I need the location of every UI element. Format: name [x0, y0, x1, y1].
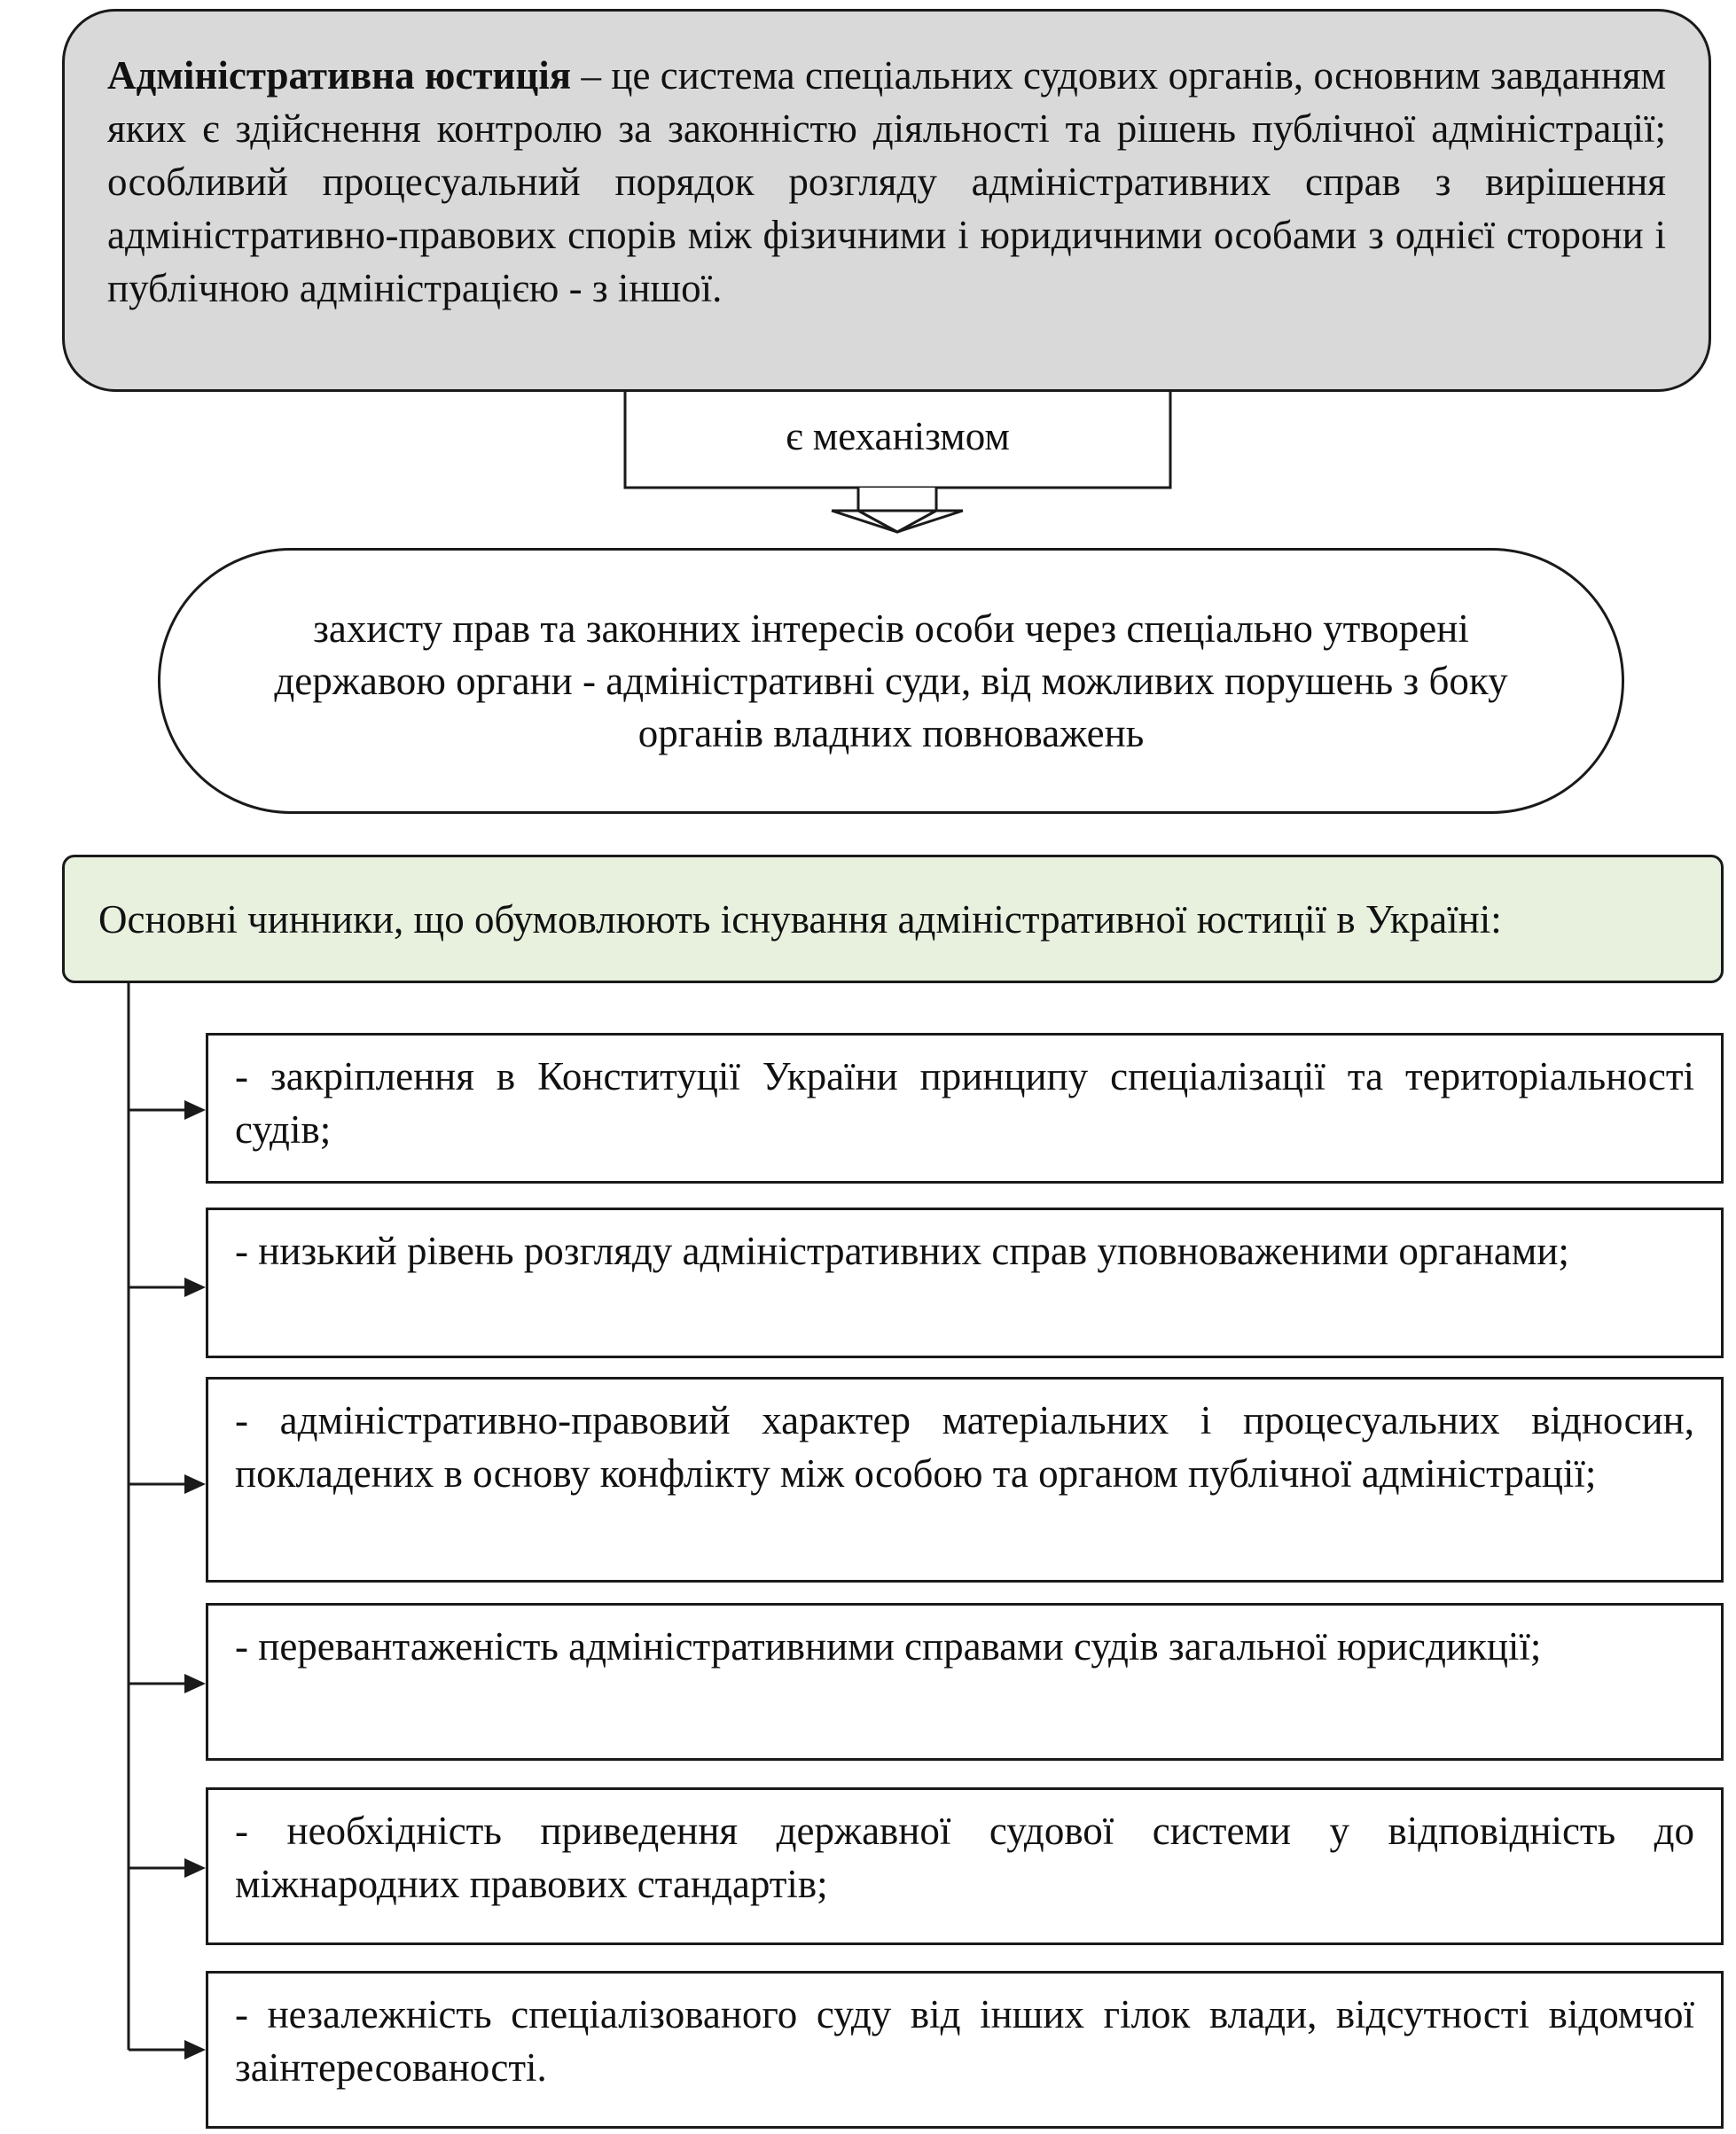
- arrow-head-3: [184, 1474, 206, 1494]
- factors-header-text: Основні чинники, що обумовлюють існування адміністративної юстиції в Україні:: [98, 896, 1502, 942]
- arrow-head-5: [184, 1858, 206, 1878]
- arrow-head-6: [184, 2040, 206, 2060]
- factor-text-2: - низький рівень розгляду адміністративних справ уповноваженими органами;: [235, 1229, 1569, 1273]
- factor-box-5: [206, 1787, 1724, 1945]
- factor-text-5: - необхідність приведення державної судової системи у відповідність до міжнародних правових стандартів;: [235, 1809, 1694, 1906]
- definition-term: Адміністративна юстиція: [107, 53, 572, 98]
- definition-box: [62, 9, 1711, 392]
- down-arrow-icon: [858, 488, 936, 532]
- factor-branch-arrows: [129, 1100, 206, 2060]
- factor-box-3: [206, 1377, 1724, 1583]
- factors-header: [62, 855, 1724, 983]
- factor-text-3: - адміністративно-правовий характер матеріальних і процесуальних відносин, покладених в основу конфлікту між особою та органом публічної адміністрації;: [235, 1398, 1694, 1496]
- factor-text-1: - закріплення в Конституції України принципу спеціалізації та територіальності судів;: [235, 1054, 1694, 1152]
- purpose-box: [158, 548, 1624, 814]
- factor-box-1: [206, 1033, 1724, 1184]
- purpose-text: захисту прав та законних інтересів особи через спеціально утворені державою органи - адміністративні суди, від можливих порушень з боку органів владних повноважень: [274, 606, 1508, 755]
- factor-box-2: [206, 1208, 1724, 1358]
- arrow-head-1: [184, 1100, 206, 1120]
- factor-box-4: [206, 1603, 1724, 1761]
- arrow-head-4: [184, 1674, 206, 1693]
- factor-text-4: - перевантаженість адміністративними справами судів загальної юрисдикції;: [235, 1624, 1542, 1669]
- factor-text-6: - незалежність спеціалізованого суду від інших гілок влади, відсутності відомчої заінтересованості.: [235, 1992, 1694, 2090]
- factor-box-6: [206, 1971, 1724, 2129]
- definition-text: – це система спеціальних судових органів, основним завданням яких є здійснення контролю за законністю діяльності та рішень публічної адміністрації; особливий процесуальний порядок розгляду адміністративних справ з вирішення адміністративно-правових спорів між фізичними і юридичними особами з однієї сторони і публічною адміністрацією - з іншої.: [107, 53, 1667, 310]
- arrow-head-2: [184, 1278, 206, 1297]
- connector-label: є механізмом: [786, 414, 1010, 458]
